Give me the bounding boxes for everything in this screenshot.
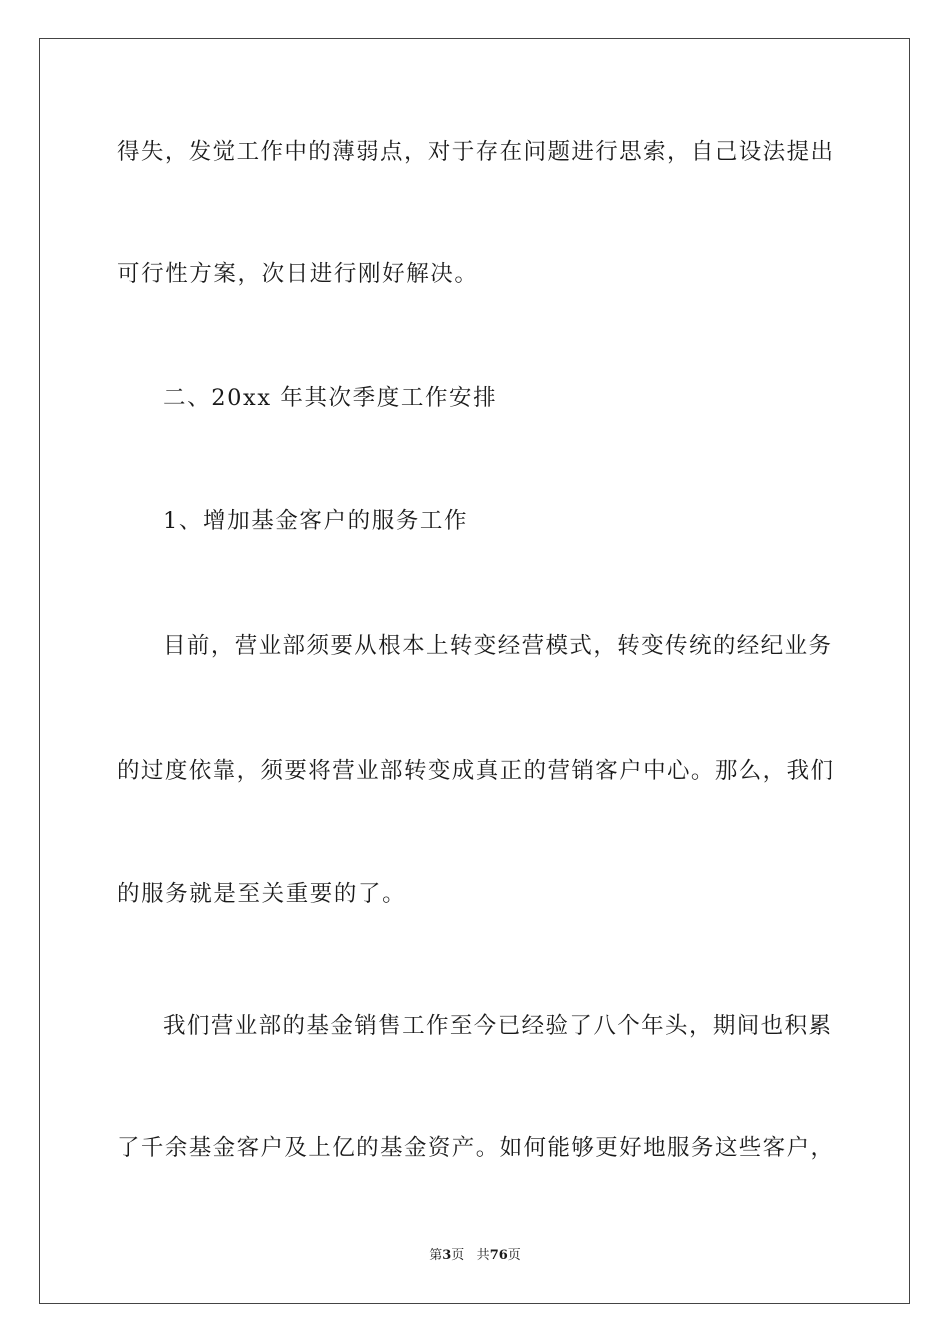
body-line-2: 可行性方案，次日进行刚好解决。 bbox=[117, 261, 479, 287]
body-line-6: 的过度依靠，须要将营业部转变成真正的营销客户中心。那么，我们 bbox=[117, 758, 833, 784]
subsection-heading: 1、增加基金客户的服务工作 bbox=[163, 508, 469, 534]
current-page-number: 3 bbox=[442, 1248, 452, 1263]
body-line-1: 得失，发觉工作中的薄弱点，对于存在问题进行思索，自己设法提出 bbox=[117, 139, 833, 165]
footer-total-suffix: 页 bbox=[507, 1248, 521, 1263]
body-line-5: 目前，营业部须要从根本上转变经营模式，转变传统的经纪业务 bbox=[163, 633, 831, 659]
page-frame bbox=[39, 38, 910, 1304]
body-line-7: 的服务就是至关重要的了。 bbox=[117, 881, 407, 907]
section-heading: 二、20xx 年其次季度工作安排 bbox=[163, 385, 498, 411]
footer-page-suffix: 页 bbox=[451, 1248, 465, 1263]
footer-total-prefix: 共 bbox=[476, 1248, 490, 1263]
body-line-8: 我们营业部的基金销售工作至今已经验了八个年头，期间也积累 bbox=[163, 1013, 831, 1039]
page-footer bbox=[0, 1247, 950, 1265]
body-line-9: 了千余基金客户及上亿的基金资产。如何能够更好地服务这些客户， bbox=[117, 1135, 833, 1161]
footer-prefix: 第 bbox=[429, 1248, 443, 1263]
total-pages-number: 76 bbox=[489, 1248, 508, 1263]
